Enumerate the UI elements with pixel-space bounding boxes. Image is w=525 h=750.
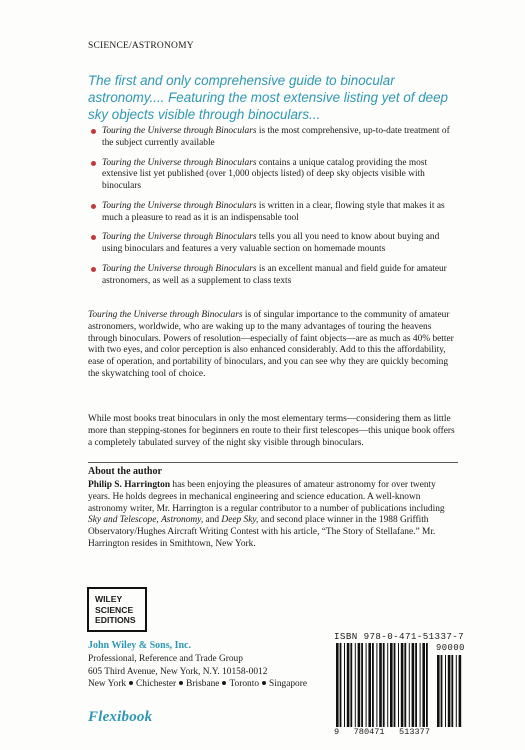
barcode-bar <box>420 643 421 727</box>
feature-text: tells you all you need to know about buying and using binoculars and features a very valuable section on homemade mounts <box>102 232 440 255</box>
barcode-bar <box>350 643 352 727</box>
city: Chichester <box>136 679 177 689</box>
barcode-bar <box>422 643 425 727</box>
book-title: Touring the Universe through Binoculars <box>102 232 257 243</box>
barcode-bar <box>344 643 345 727</box>
barcode-bar <box>376 643 377 727</box>
headline: The first and only comprehensive guide to binocular astronomy.... Featuring the most extensive listing yet of deep sky objects visible through binoculars... <box>88 73 448 122</box>
book-title: Touring the Universe through Binoculars <box>88 310 243 320</box>
description-paragraph: While most books treat binoculars in only the most elementary terms—considering them as little more than stepping-stones for beginners en route to their first telescopes—this unique book offers a completely tabulated survey of the night sky visible through binoculars. <box>88 414 455 448</box>
publication-title: Deep Sky, <box>221 515 259 526</box>
barcode-bar <box>383 643 385 727</box>
book-title: Touring the Universe through Binoculars <box>102 126 257 136</box>
barcode-bar <box>394 643 396 727</box>
bullet-separator-icon <box>222 681 226 685</box>
bullet-separator-icon <box>262 681 266 685</box>
barcode-bar <box>368 643 371 727</box>
barcode-bar <box>445 655 446 727</box>
feature-list <box>88 126 456 296</box>
barcode-addon-digits: 90000 <box>436 643 465 653</box>
series-logo <box>87 587 147 632</box>
author-bio <box>88 480 458 551</box>
series-logo-line: EDITIONS <box>95 615 136 625</box>
barcode-bar <box>366 643 367 727</box>
barcode-bar <box>426 643 428 727</box>
barcode-digit-group: 9 <box>334 727 340 737</box>
category-label: SCIENCE/ASTRONOMY <box>88 41 194 51</box>
barcode-icon <box>334 643 464 727</box>
barcode-bar <box>340 643 342 727</box>
barcode-digit-group: 513377 <box>399 727 430 737</box>
book-title: Touring the Universe through Binoculars <box>102 200 257 211</box>
publisher-info <box>88 653 307 691</box>
barcode-bar <box>347 643 350 727</box>
series-logo-line: WILEY <box>95 594 123 604</box>
isbn-label: ISBN 978-0-471-51337-7 <box>334 631 465 642</box>
bullet-dot-icon <box>91 129 96 134</box>
feature-text: is an excellent manual and field guide for amateur astronomers, as well as a supplement to class texts <box>102 264 447 286</box>
barcode-bar <box>441 655 443 727</box>
about-heading: About the author <box>88 466 162 477</box>
feature-item <box>88 201 456 224</box>
feature-text: contains a unique catalog providing the most extensive list yet published (over 1,000 objects listed) of deep sky objects visible with binoculars <box>102 157 428 191</box>
barcode-bar <box>451 655 453 727</box>
barcode-bar <box>336 643 339 727</box>
bullet-separator-icon <box>129 681 133 685</box>
feature-item <box>88 158 456 193</box>
barcode-bar <box>415 643 417 727</box>
imprint-logo: Flexibook <box>88 709 153 725</box>
bio-text: and second place winner in the 1988 Griffith Observatory/Hughes Aircraft Writing Contest with his article, “The Story of Stellafane.” Mr. Harrington resides in Smithtown, New York. <box>88 515 436 549</box>
bullet-dot-icon <box>91 204 96 209</box>
bullet-separator-icon <box>179 681 183 685</box>
barcode-bar <box>401 643 404 727</box>
barcode-bar <box>398 643 399 727</box>
feature-item <box>88 126 456 149</box>
bullet-dot-icon <box>91 161 96 166</box>
publication-title: Sky and Telescope, <box>88 515 159 526</box>
barcode-bar <box>379 643 382 727</box>
divider <box>88 462 458 463</box>
barcode-digits <box>334 727 430 737</box>
feature-item <box>88 264 456 287</box>
barcode-bar <box>390 643 393 727</box>
barcode-bar <box>355 643 356 727</box>
feature-text: is written in a clear, flowing style that makes it as much a pleasure to read as it is an indispensable tool <box>102 200 445 223</box>
barcode-bar <box>456 655 457 727</box>
city: Toronto <box>229 679 260 689</box>
city: Brisbane <box>186 679 220 689</box>
publisher-name: John Wiley & Sons, Inc. <box>88 640 191 651</box>
bullet-dot-icon <box>91 235 96 240</box>
barcode-bar <box>358 643 361 727</box>
feature-item <box>88 232 456 255</box>
publisher-address: 605 Third Avenue, New York, N.Y. 10158-0012 <box>88 666 268 677</box>
bio-text: and <box>203 515 222 526</box>
book-title: Touring the Universe through Binoculars <box>102 264 257 275</box>
barcode-bar <box>404 643 406 727</box>
barcode-bar <box>448 655 451 727</box>
author-name: Philip S. Harrington <box>88 480 171 490</box>
publisher-group: Professional, Reference and Trade Group <box>88 654 243 664</box>
book-title: Touring the Universe through Binoculars <box>102 157 257 168</box>
barcode-bar <box>372 643 374 727</box>
barcode-bar <box>361 643 363 727</box>
publisher-cities <box>88 678 307 691</box>
barcode-bar <box>459 655 462 727</box>
barcode-digit-group: 780471 <box>353 727 385 737</box>
city: Singapore <box>269 679 308 689</box>
series-logo-line: SCIENCE <box>95 604 134 615</box>
publication-title: Astronomy, <box>161 515 204 526</box>
barcode-bar <box>412 643 415 727</box>
bullet-dot-icon <box>91 267 96 272</box>
description-paragraph <box>88 310 456 381</box>
bio-text: has been enjoying the pleasures of amateur astronomy for over twenty years. He holds degrees in mechanical engineering and science education. A well-known astronomy writer, Mr. Harrington is a regular contributor to a number of publications including <box>88 480 445 514</box>
barcode-bar <box>387 643 388 727</box>
feature-text: is the most comprehensive, up-to-date treatment of the subject currently available <box>102 126 450 148</box>
barcode-bar <box>437 655 440 727</box>
barcode-graphic <box>334 643 464 727</box>
barcode-bar <box>409 643 410 727</box>
city: New York <box>88 679 127 689</box>
paragraph-text: is of singular importance to the community of amateur astronomers, worldwide, who are waking up to the many advantages of touring the heavens through binoculars. Powers of resolution—especially of faint objects—are as much as 40% better with two eyes, and color perception is also enhanced considerably. Add to this the affordability, ease of operation, and portability of binoculars, and you can see why they are quickly becoming the skywatching tool of choice. <box>88 310 454 379</box>
